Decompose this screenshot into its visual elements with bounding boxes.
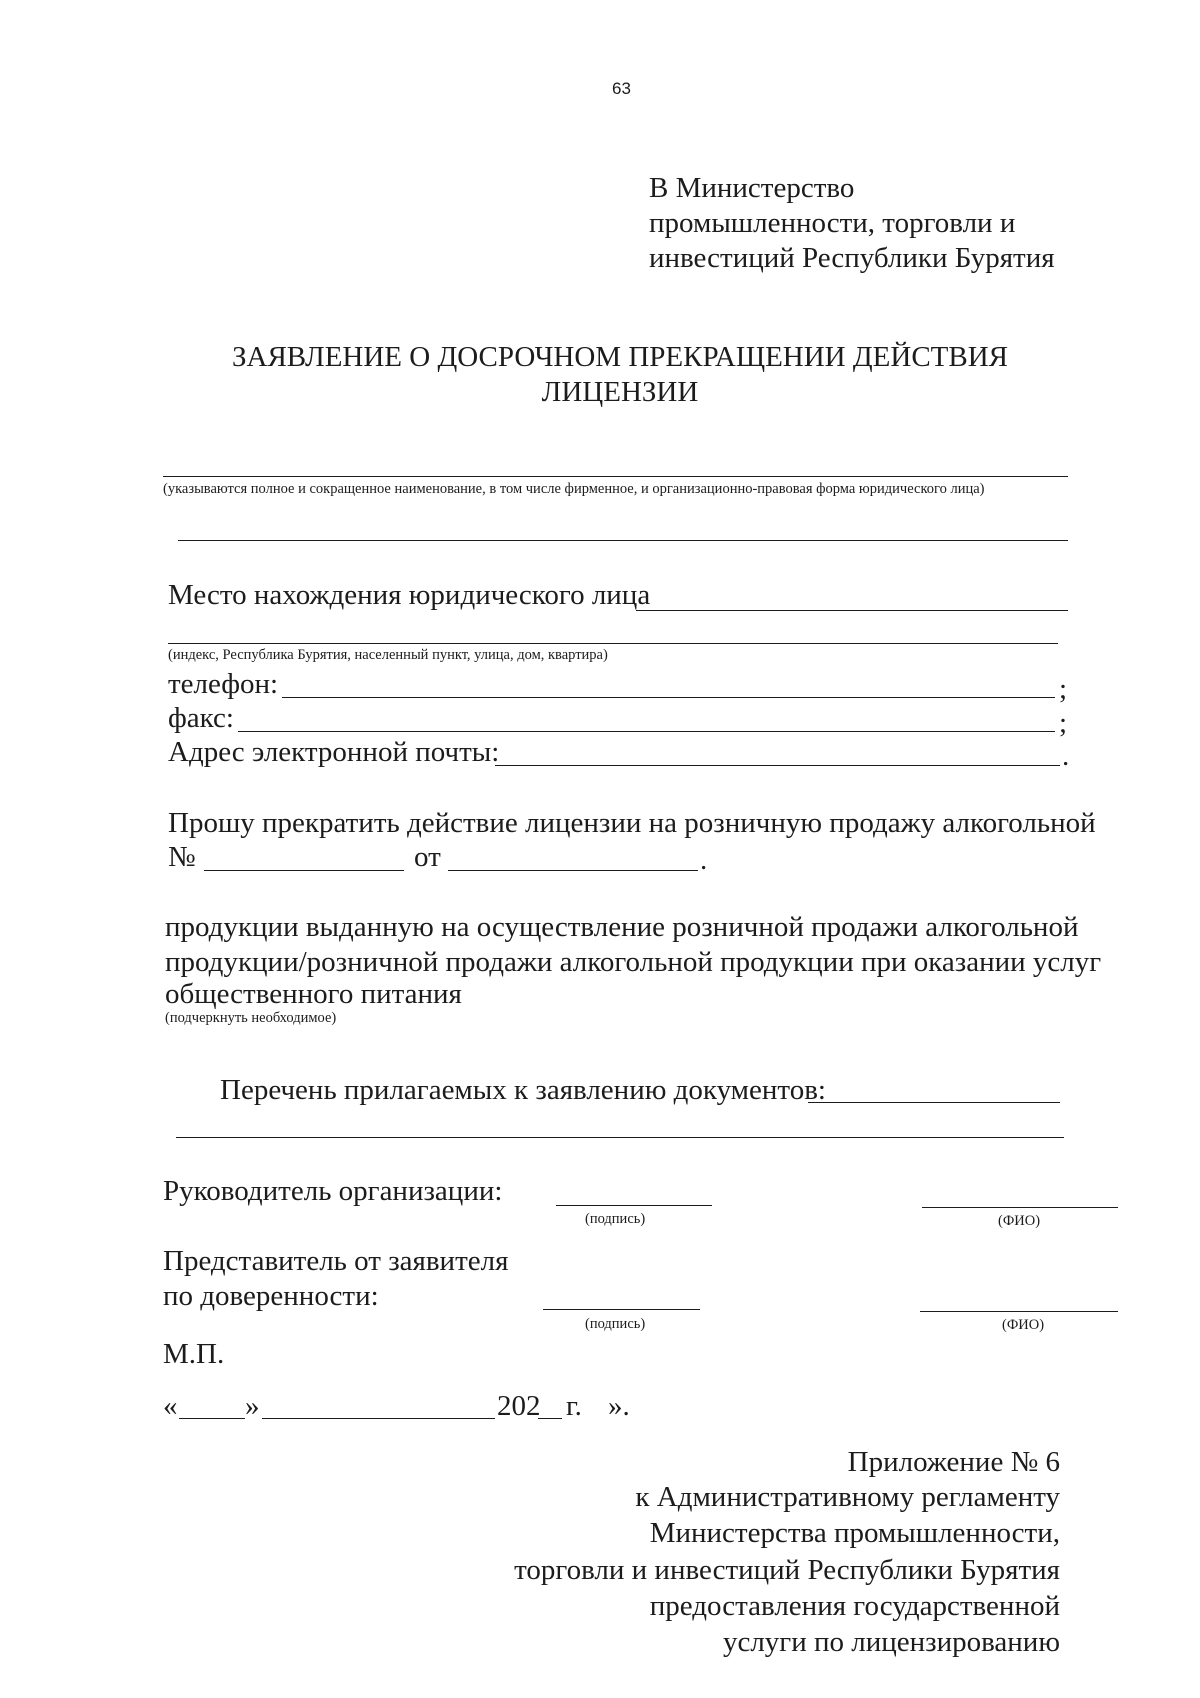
phone-field[interactable] [282,697,1055,698]
head-name-field[interactable] [922,1207,1118,1208]
addressee-line-3: инвестиций Республики Бурятия [649,242,1055,274]
date-open-quote: « [163,1390,178,1422]
day-field[interactable] [179,1418,245,1419]
product-line-3: общественного питания [165,978,462,1010]
location-field-line-1[interactable] [636,610,1068,611]
representative-line-2: по доверенности: [163,1280,379,1312]
location-field-line-2[interactable] [168,643,1058,644]
date-closing: ». [608,1390,630,1422]
email-field[interactable] [495,765,1060,766]
head-name-hint: (ФИО) [998,1213,1041,1229]
fax-field[interactable] [238,731,1055,732]
product-line-1: продукции выданную на осуществление розничной продажи алкогольной [165,911,1079,943]
underline-hint: (подчеркнуть необходимое) [165,1010,337,1026]
org-name-field-line-1[interactable] [163,476,1068,477]
month-field[interactable] [262,1418,495,1419]
representative-name-hint: (ФИО) [1002,1317,1045,1333]
org-name-hint: (указываются полное и сокращенное наименование, в том числе фирменное, и организационно-правовая форма юридического лица) [163,481,985,497]
page-number: 63 [612,79,631,98]
appendix-line-3: Министерства промышленности, [649,1517,1060,1549]
documents-field-line-1[interactable] [808,1102,1060,1103]
representative-signature-field[interactable] [543,1309,700,1310]
email-label: Адрес электронной почты: [168,736,500,768]
date-close-quote: » [245,1390,260,1422]
head-label: Руководитель организации: [163,1175,503,1207]
head-signature-hint: (подпись) [585,1211,646,1227]
product-line-2: продукции/розничной продажи алкогольной продукции при оказании услуг [165,946,1102,978]
year-field[interactable] [538,1418,562,1419]
representative-line-1: Представитель от заявителя [163,1245,509,1277]
email-end-mark: . [1062,740,1070,772]
year-prefix: 202 [497,1390,541,1422]
addressee-line-1: В Министерство [649,172,855,204]
documents-label: Перечень прилагаемых к заявлению документов: [220,1074,826,1106]
documents-field-line-2[interactable] [176,1137,1064,1138]
representative-signature-hint: (подпись) [585,1316,646,1332]
title-line-2: ЛИЦЕНЗИИ [541,376,699,408]
head-signature-field[interactable] [556,1205,712,1206]
representative-name-field[interactable] [920,1311,1118,1312]
license-number-field[interactable] [204,870,404,871]
request-end-mark: . [700,844,708,876]
stamp-label: М.П. [163,1338,225,1370]
appendix-line-1: Приложение № 6 [847,1446,1060,1478]
year-suffix: г. [566,1390,582,1422]
appendix-line-4: торговли и инвестиций Республики Бурятия [514,1554,1060,1586]
number-sign: № [168,841,196,873]
appendix-line-2: к Административному регламенту [635,1481,1060,1513]
appendix-line-6: услуги по лицензированию [722,1626,1060,1658]
location-label: Место нахождения юридического лица [168,579,651,611]
fax-label: факс: [168,702,234,734]
phone-end-mark: ; [1059,673,1068,705]
phone-label: телефон: [168,668,279,700]
request-line-1: Прошу прекратить действие лицензии на розничную продажу алкогольной [168,807,1096,839]
addressee-line-2: промышленности, торговли и [649,207,1016,239]
location-hint: (индекс, Республика Бурятия, населенный пункт, улица, дом, квартира) [168,647,608,663]
fax-end-mark: ; [1059,707,1068,739]
org-name-field-line-2[interactable] [178,540,1068,541]
appendix-line-5: предоставления государственной [649,1590,1060,1622]
from-word: от [414,841,441,873]
title-line-1: ЗАЯВЛЕНИЕ О ДОСРОЧНОМ ПРЕКРАЩЕНИИ ДЕЙСТВИЯ [231,341,1009,373]
license-date-field[interactable] [448,870,698,871]
